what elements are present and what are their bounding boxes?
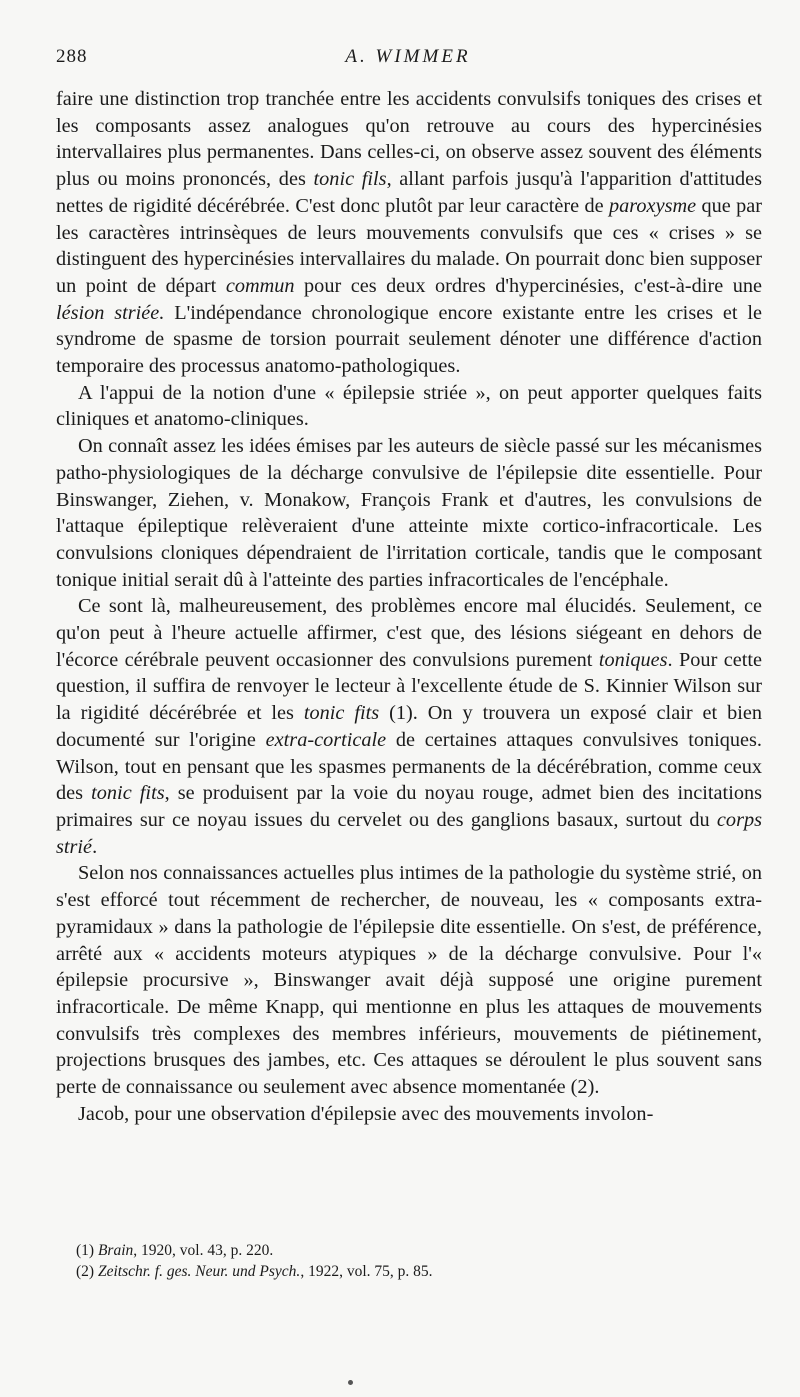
text-run: (1): [76, 1242, 98, 1259]
text-run: faire une distinction trop tranchée entre les accidents convulsifs toniques des crises et les composants assez analogues qu'on retrouve au cours des hypercinésies intervallaires plus permanentes. Dans celles-ci, on observe assez souvent des éléments plus ou moins prononcés, des: [56, 88, 762, 191]
paragraph: [56, 380, 762, 433]
bottom-mark: [348, 1380, 353, 1385]
italic-text: extra-corticale: [265, 728, 387, 751]
text-run: , se produisent par la voie du noyau rouge, admet bien des incitations primaires sur ce noyau issues du cervelet ou des ganglions basaux, surtout du: [56, 782, 762, 831]
text-run: . Pour cette question, il suffira de renvoyer le lecteur à l'excellente étude de S. Kinnier Wilson sur la rigidité décérébrée et les: [56, 648, 762, 725]
italic-text: paroxysme: [609, 194, 697, 217]
body-text: [56, 86, 762, 1127]
italic-text: toniques: [598, 648, 668, 671]
italic-text: Zeitschr. f. ges. Neur. und Psych.: [97, 1263, 301, 1280]
text-run: On connaît assez les idées émises par les auteurs de siècle passé sur les mécanismes patho-physiologiques de la décharge convulsive de l'épilepsie dite essentielle. Pour Binswanger, Ziehen, v. Monakow, François Frank et d'autres, les convulsions de l'attaque épileptique relèveraient d'une atteinte mixte cortico-infracorticale. Les convulsions cloniques dépendraient de l'irritation corticale, tandis que le composant tonique initial serait dû à l'atteinte des parties infracorticales de l'encéphale.: [56, 435, 762, 591]
footnote: [76, 1240, 756, 1261]
text-run: L'indépendance chronologique encore existante entre les crises et le syndrome de spasme de torsion pourrait seulement dénoter une différence d'action temporaire des processus anatomo-pathologiques.: [56, 301, 762, 378]
text-run: pour ces deux ordres d'hypercinésies, c'est-à-dire une: [294, 274, 762, 297]
paragraph: [56, 1101, 762, 1128]
text-run: de certaines attaques convulsives toniques. Wilson, tout en pensant que les spasmes permanents de la décérébration, comme ceux des: [56, 728, 762, 805]
footnotes: [76, 1240, 756, 1282]
italic-text: lésion striée.: [56, 301, 165, 324]
italic-text: corps strié: [56, 808, 762, 858]
paragraph: [56, 433, 762, 593]
italic-text: Brain: [97, 1242, 134, 1259]
text-run: Selon nos connaissances actuelles plus intimes de la pathologie du système strié, on s'est efforcé tout récemment de rechercher, de nouveau, les « composants extra-pyramidaux » dans la pathologie de l'épilepsie dite essentielle. On s'est, de préférence, arrêté aux « accidents moteurs atypiques » de la décharge convulsive. Pour l'« épilepsie procursive », Binswanger avait déjà supposé une origine purement infracorticale. De même Knapp, qui mentionne en plus les attaques de mouvements convulsifs très complexes des membres inférieurs, mouvements de piétinement, projections brusques des jambes, etc. Ces attaques se déroulent le plus souvent sans perte de connaissance ou seulement avec absence momentanée (2).: [56, 862, 762, 1099]
paragraph: [56, 593, 762, 860]
footnote: [76, 1261, 756, 1282]
italic-text: commun: [225, 274, 295, 297]
text-run: , allant parfois jusqu'à l'apparition d'attitudes nettes de rigidité décérébrée. C'est donc plutôt par leur caractère de: [56, 168, 763, 217]
text-run: (2): [76, 1263, 98, 1280]
italic-text: tonic fits: [303, 702, 380, 725]
text-run: A l'appui de la notion d'une « épilepsie striée », on peut apporter quelques faits cliniques et anatomo-cliniques.: [56, 381, 762, 431]
text-run: Jacob, pour une observation d'épilepsie avec des mouvements involon-: [78, 1102, 654, 1125]
paragraph: [56, 86, 762, 380]
page-number: 288: [56, 46, 88, 67]
text-run: , 1920, vol. 43, p. 220.: [133, 1242, 274, 1259]
text-run: Ce sont là, malheureusement, des problèmes encore mal élucidés. Seulement, ce qu'on peut à l'heure actuelle affirmer, c'est que, des lésions siégeant en dehors de l'écorce cérébrale peuvent occasionner des convulsions purement: [56, 595, 762, 671]
page-header: [56, 46, 760, 76]
italic-text: tonic fils: [313, 168, 387, 191]
text-run: (1). On y trouvera un exposé clair et bien documenté sur l'origine: [56, 702, 763, 751]
italic-text: tonic fits: [91, 782, 165, 805]
text-run: , 1922, vol. 75, p. 85.: [300, 1263, 433, 1280]
running-head: A. WIMMER: [345, 46, 471, 67]
text-run: que par les caractères intrinsèques de leurs mouvements convulsifs que ces « crises » se distinguent des hypercinésies intervallaires du malade. On pourrait donc bien supposer un point de départ: [56, 194, 762, 297]
paragraph: [56, 860, 762, 1100]
text-run: .: [92, 835, 98, 858]
